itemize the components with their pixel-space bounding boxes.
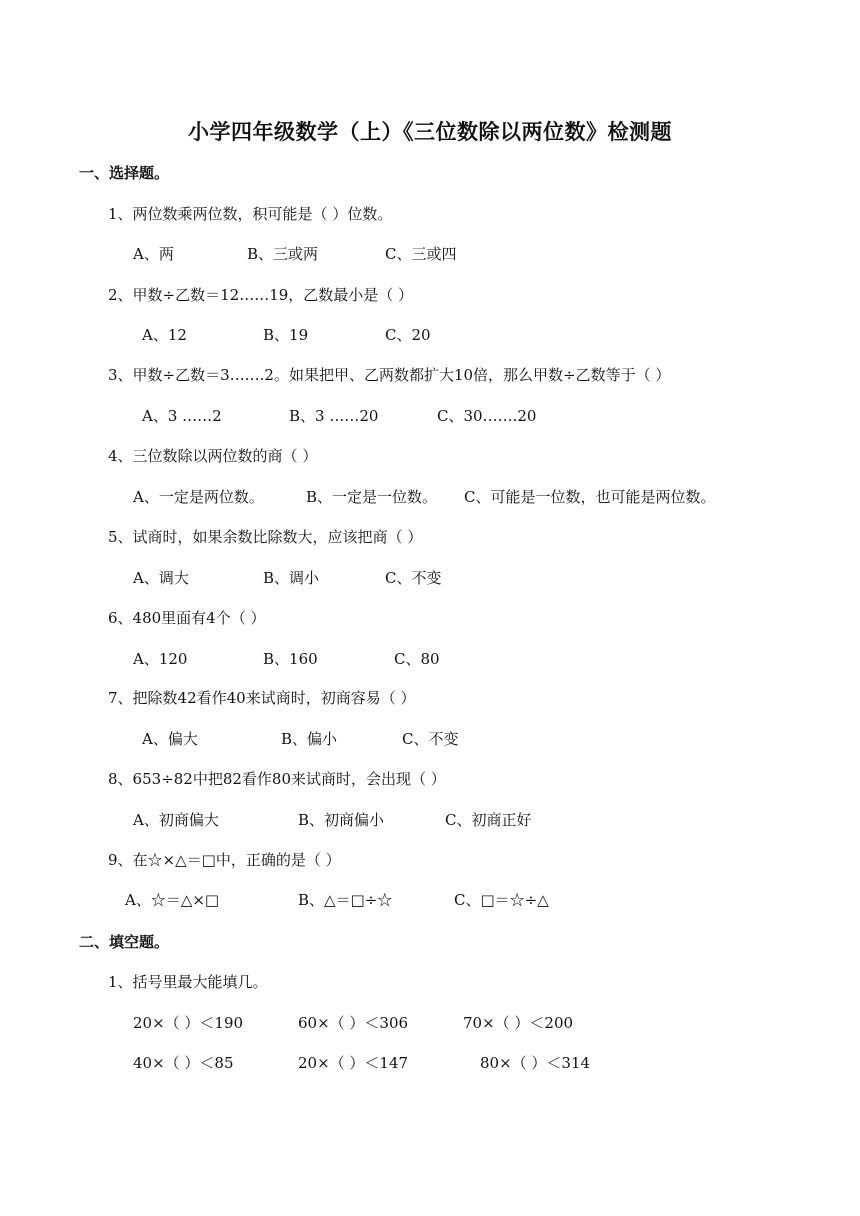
q7-option-c: C、不变 (402, 730, 459, 748)
q1-option-a: A、两 (133, 245, 174, 263)
question-7: 7、把除数42看作40来试商时，初商容易（ ） (108, 689, 416, 707)
q7-option-a: A、偏大 (142, 730, 198, 748)
q9-option-c: C、□＝☆÷△ (454, 891, 549, 909)
fill-item: 20×（ ）＜190 (133, 1014, 244, 1032)
section-heading-choice: 一、选择题。 (79, 164, 170, 182)
q3-option-c: C、30…….20 (437, 407, 537, 425)
q4-option-b: B、一定是一位数。 (306, 488, 438, 506)
fill-item: 20×（ ）＜147 (298, 1054, 409, 1072)
question-1: 1、两位数乘两位数，积可能是（ ）位数。 (108, 205, 393, 223)
q6-option-c: C、80 (394, 650, 440, 668)
question-3: 3、甲数÷乙数＝3…….2。如果把甲、乙两数都扩大10倍，那么甲数÷乙数等于（ ） (108, 366, 671, 384)
q1-option-c: C、三或四 (385, 245, 457, 263)
q5-option-a: A、调大 (133, 569, 189, 587)
q4-option-a: A、一定是两位数。 (133, 488, 264, 506)
q1-option-b: B、三或两 (247, 245, 319, 263)
q3-option-b: B、3 ……20 (289, 407, 379, 425)
q2-option-b: B、19 (263, 326, 309, 344)
fill-question-1: 1、括号里最大能填几。 (108, 973, 268, 991)
fill-item: 70×（ ）＜200 (463, 1014, 574, 1032)
q8-option-b: B、初商偏小 (298, 811, 385, 829)
fill-item: 80×（ ）＜314 (480, 1054, 591, 1072)
q6-option-b: B、160 (263, 650, 318, 668)
q4-option-c: C、可能是一位数，也可能是两位数。 (464, 488, 716, 506)
q8-option-c: C、初商正好 (445, 811, 532, 829)
question-9: 9、在☆×△＝□中，正确的是（ ） (108, 851, 341, 869)
section-heading-fill: 二、填空题。 (79, 933, 170, 951)
q5-option-c: C、不变 (385, 569, 442, 587)
question-2: 2、甲数÷乙数＝12……19，乙数最小是（ ） (108, 286, 414, 304)
q2-option-a: A、12 (142, 326, 187, 344)
q2-option-c: C、20 (385, 326, 431, 344)
question-4: 4、三位数除以两位数的商（ ） (108, 447, 318, 465)
q5-option-b: B、调小 (263, 569, 320, 587)
q6-option-a: A、120 (133, 650, 188, 668)
question-8: 8、653÷82中把82看作80来试商时，会出现（ ） (108, 770, 446, 788)
fill-item: 40×（ ）＜85 (133, 1054, 234, 1072)
q7-option-b: B、偏小 (281, 730, 338, 748)
question-6: 6、480里面有4个（ ） (108, 609, 266, 627)
q9-option-b: B、△＝□÷☆ (298, 891, 393, 909)
q8-option-a: A、初商偏大 (133, 811, 219, 829)
page-title: 小学四年级数学（上）《三位数除以两位数》检测题 (188, 120, 672, 144)
fill-item: 60×（ ）＜306 (298, 1014, 409, 1032)
question-5: 5、试商时，如果余数比除数大，应该把商（ ） (108, 528, 423, 546)
q9-option-a: A、☆＝△×□ (125, 891, 220, 909)
q3-option-a: A、3 ……2 (142, 407, 222, 425)
